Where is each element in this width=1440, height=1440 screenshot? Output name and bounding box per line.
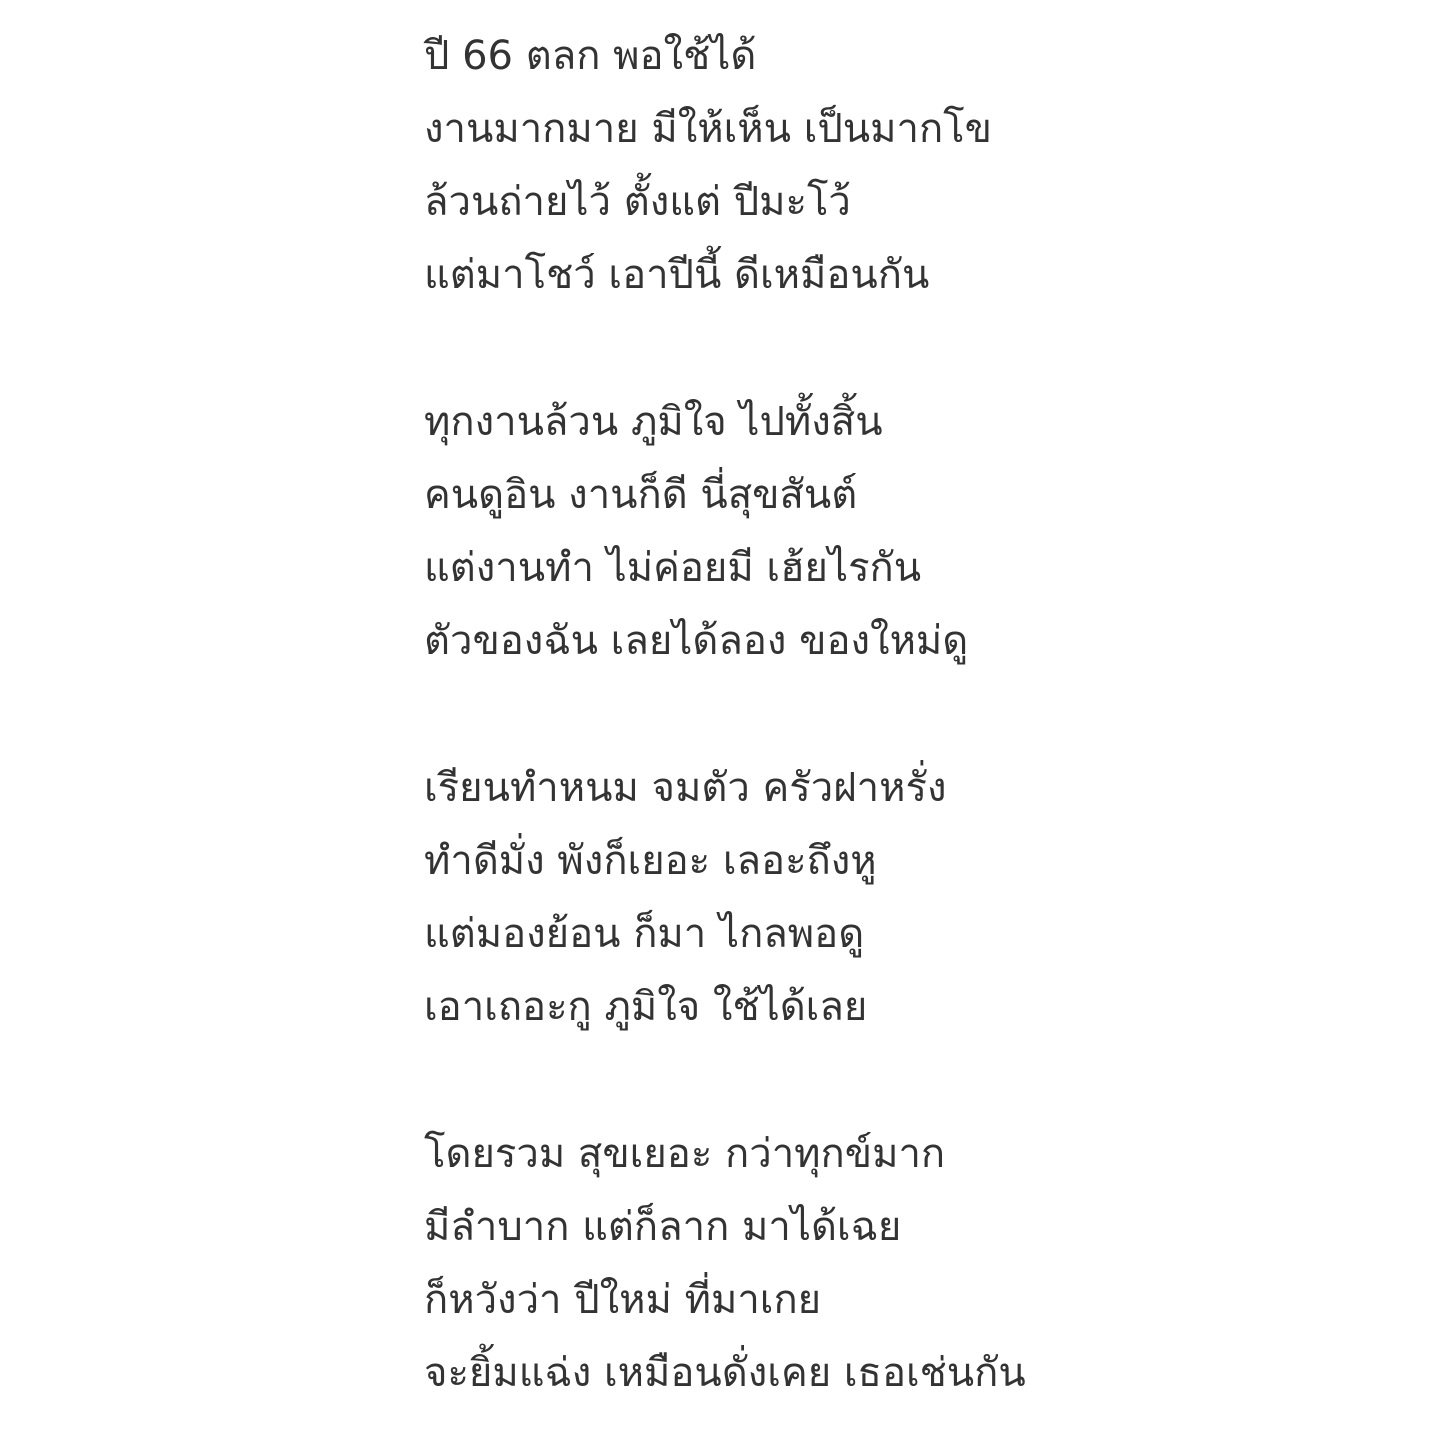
poem-line: เรียนทำหนม จมตัว ครัวฝาหรั่ง [424,765,947,811]
poem-line: แต่มาโชว์ เอาปีนี้ ดีเหมือนกัน [424,252,930,298]
poem-line: งานมากมาย มีให้เห็น เป็นมากโข [424,106,993,152]
poem-line: ตัวของฉัน เลยได้ลอง ของใหม่ดู [424,618,969,664]
poem-line: มีลำบาก แต่ก็ลาก มาได้เฉย [424,1204,902,1250]
stanza-3 [424,752,1424,1044]
poem [424,20,1424,1410]
poem-line: ทำดีมั่ง พังก็เยอะ เลอะถึงหู [424,838,877,884]
poem-line: ปี 66 ตลก พอใช้ได้ [424,33,757,79]
poem-line: จะยิ้มแฉ่ง เหมือนดั่งเคย เธอเช่นกัน [424,1350,1026,1396]
stanza-4 [424,1118,1424,1410]
poem-line: คนดูอิน งานก็ดี นี่สุขสันต์ [424,472,858,518]
stanza-1 [424,20,1424,312]
poem-line: แต่มองย้อน ก็มา ไกลพอดู [424,911,865,957]
stanza-2 [424,386,1424,678]
poem-line: ก็หวังว่า ปีใหม่ ที่มาเกย [424,1277,822,1323]
poem-line: ทุกงานล้วน ภูมิใจ ไปทั้งสิ้น [424,399,883,445]
poem-line: เอาเถอะกู ภูมิใจ ใช้ได้เลย [424,984,868,1030]
poem-line: แต่งานทำ ไม่ค่อยมี เฮ้ยไรกัน [424,545,922,591]
poem-line: โดยรวม สุขเยอะ กว่าทุกข์มาก [424,1131,946,1177]
poem-line: ล้วนถ่ายไว้ ตั้งแต่ ปีมะโว้ [424,179,851,225]
